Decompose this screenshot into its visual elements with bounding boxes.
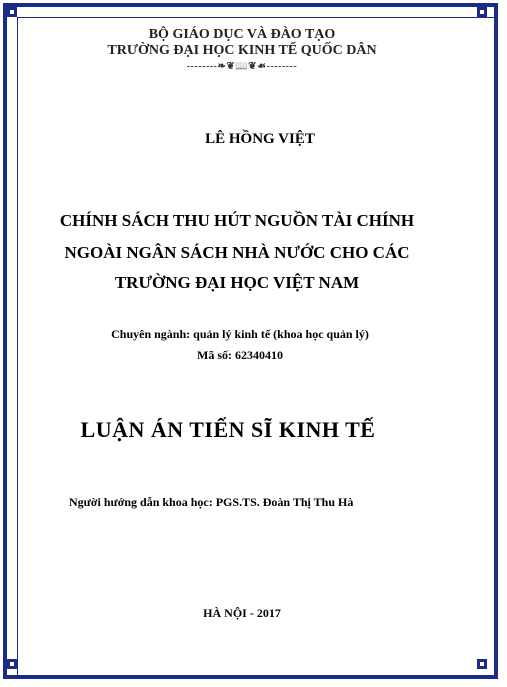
author-name: LÊ HỒNG VIỆT bbox=[205, 131, 315, 147]
specialty: Chuyên ngành: quản lý kinh tế (khoa học quản lý) bbox=[111, 327, 369, 341]
corner-ornament-top-left bbox=[7, 7, 17, 17]
page-border-outer bbox=[3, 3, 498, 679]
university-name: TRƯỜNG ĐẠI HỌC KINH TẾ QUỐC DÂN bbox=[107, 43, 377, 58]
degree-title: LUẬN ÁN TIẾN SĨ KINH TẾ bbox=[80, 417, 376, 442]
supervisor: Người hướng dẫn khoa học: PGS.TS. Đoàn Thị Thu Hà bbox=[69, 495, 354, 509]
ministry-name: BỘ GIÁO DỤC VÀ ĐÀO TẠO bbox=[148, 27, 336, 42]
corner-ornament-top-right bbox=[477, 7, 487, 17]
place-year: HÀ NỘI - 2017 bbox=[203, 606, 281, 620]
thesis-title-line-3: TRƯỜNG ĐẠI HỌC VIỆT NAM bbox=[114, 273, 360, 292]
divider-ornament: --------❧❦📖❦☙-------- bbox=[186, 61, 298, 72]
thesis-title-line-1: CHÍNH SÁCH THU HÚT NGUỒN TÀI CHÍNH bbox=[59, 211, 415, 230]
corner-ornament-bottom-left bbox=[7, 659, 17, 669]
thesis-title-line-2: NGOÀI NGÂN SÁCH NHÀ NƯỚC CHO CÁC bbox=[64, 243, 410, 262]
specialty-code: Mã số: 62340410 bbox=[197, 348, 283, 362]
